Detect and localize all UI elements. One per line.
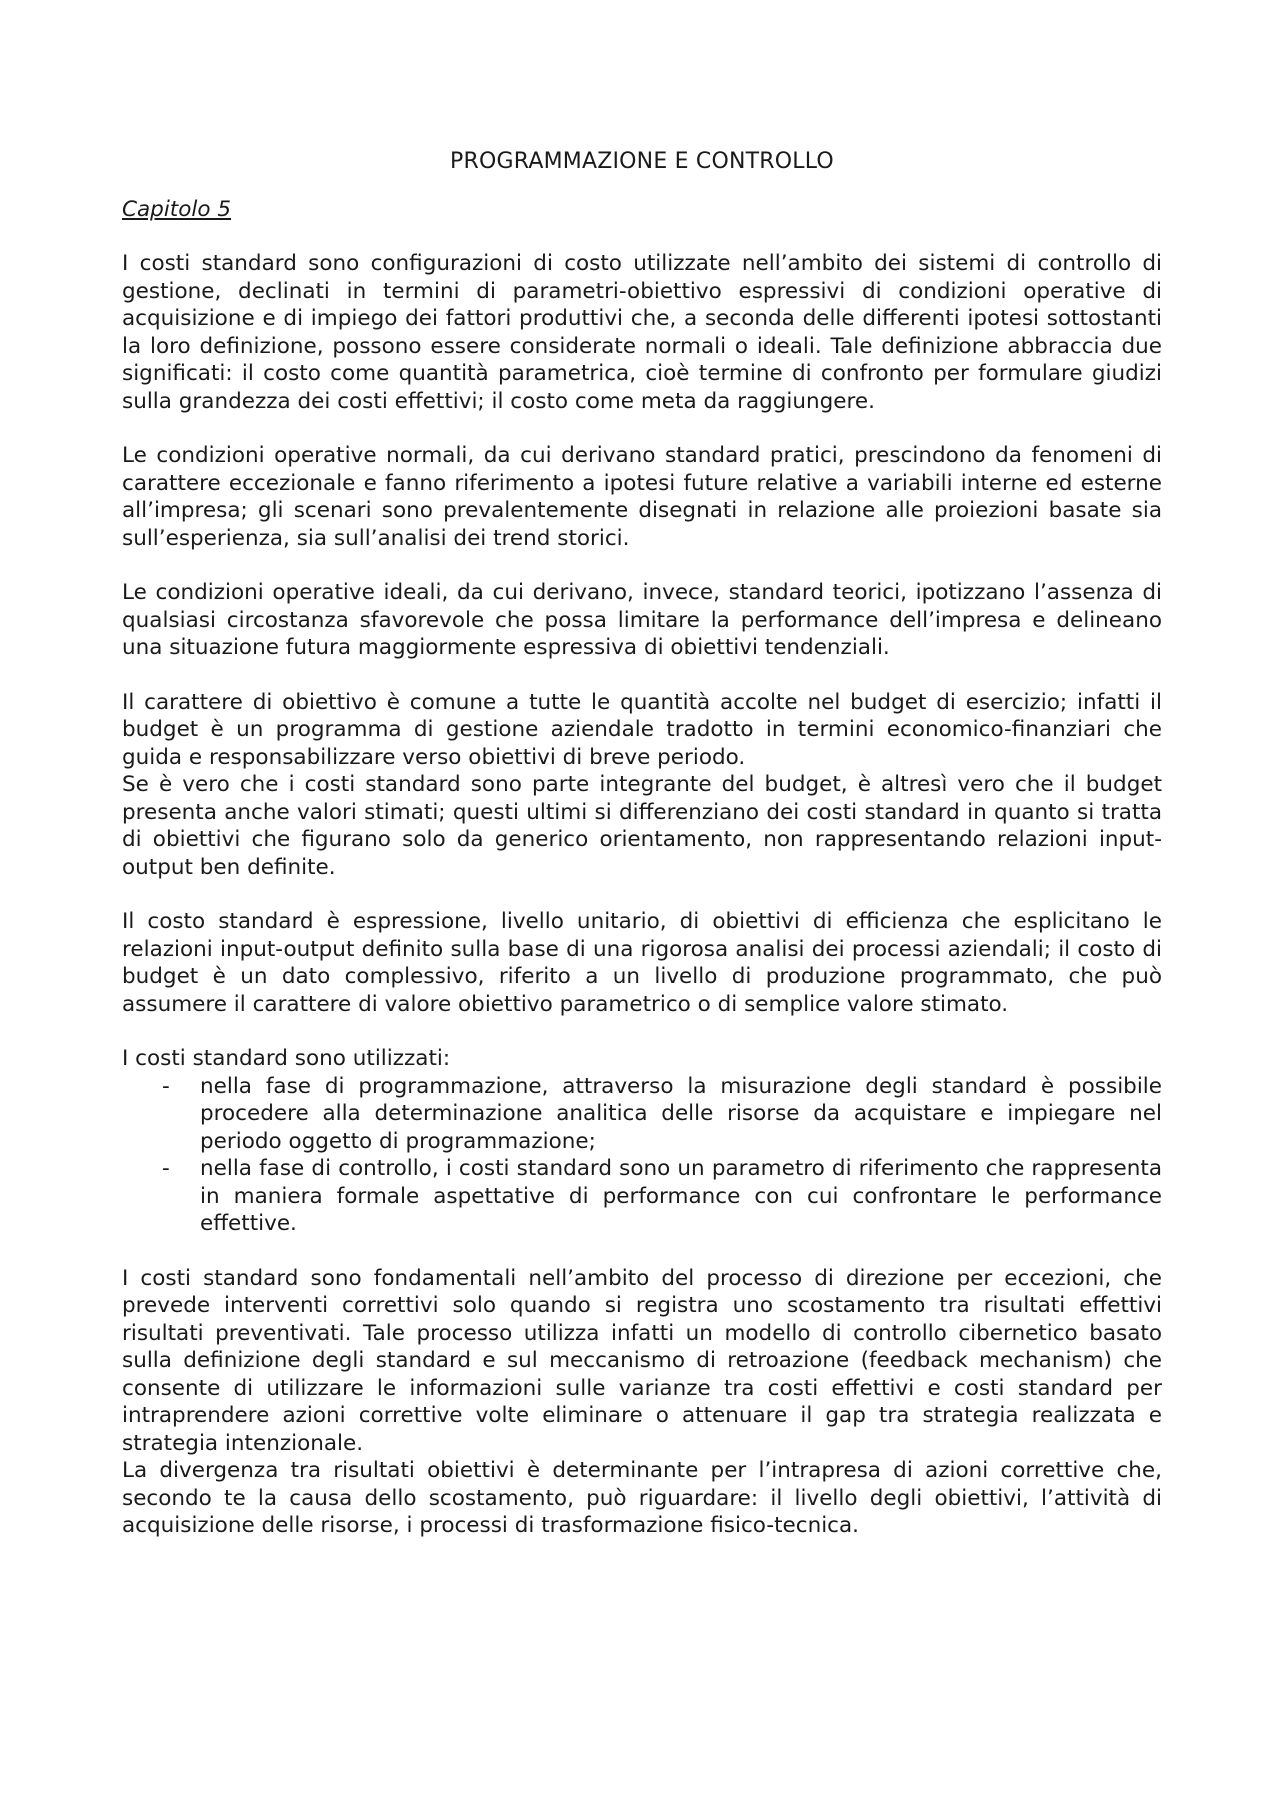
- paragraph-costo-standard-espressione: Il costo standard è espressione, livello unitario, di obiettivi di efficienza che esplicitano le relazioni input-output definito sulla base di una rigorosa analisi dei processi aziendali; il costo di budget è un dato complessivo, riferito a un livello di produzione programmato, che può assumere il carattere di valore obiettivo parametrico o di semplice valore stimato.: [122, 909, 1162, 1017]
- list-item: [122, 1073, 1162, 1156]
- bullet-dash: -: [162, 1073, 170, 1099]
- chapter-heading: Capitolo 5: [122, 196, 232, 222]
- paragraph-utilizzo-intro: I costi standard sono utilizzati:: [122, 1046, 451, 1071]
- paragraph-direzione-eccezioni: I costi standard sono fondamentali nell’ambito del processo di direzione per eccezioni, che prevede interventi correttivi solo quando si registra uno scostamento tra risultati effettivi risultati preventivati. Tale processo utilizza infatti un modello di controllo cibernetico basato sulla definizione degli standard e sul meccanismo di retroazione (feedback mechanism) che consente di utilizzare le informazioni sulle varianze tra costi effettivi e costi standard per intraprendere azioni correttive volte eliminare o attenuare il gap tra strategia realizzata e strategia intenzionale.: [122, 1265, 1162, 1456]
- usage-list: [122, 1073, 1162, 1238]
- paragraph-carattere-obiettivo: Il carattere di obiettivo è comune a tutte le quantità accolte nel budget di esercizio; infatti il budget è un programma di gestione aziendale tradotto in termini economico-finanziari che guida e responsabilizzare verso obiettivi di breve periodo.: [122, 689, 1162, 770]
- document-page: [122, 148, 1162, 1567]
- list-item: [122, 1155, 1162, 1238]
- document-title: PROGRAMMAZIONE E CONTROLLO: [450, 149, 834, 174]
- list-item-text: nella fase di programmazione, attraverso la misurazione degli standard è possibile procedere alla determinazione analitica delle risorse da acquistare e impiegare nel periodo oggetto di programmazione;: [200, 1073, 1162, 1154]
- paragraph-condizioni-ideali: Le condizioni operative ideali, da cui derivano, invece, standard teorici, ipotizzano l’assenza di qualsiasi circostanza sfavorevole che possa limitare la performance dell’impresa e delineano una situazione futura maggiormente espressiva di obiettivi tendenziali.: [122, 580, 1162, 660]
- paragraph-condizioni-normali: Le condizioni operative normali, da cui derivano standard pratici, prescindono da fenomeni di carattere eccezionale e fanno riferimento a ipotesi future relative a variabili interne ed esterne all’impresa; gli scenari sono prevalentemente disegnati in relazione alle proiezioni basate sia sull’esperienza, sia sull’analisi dei trend storici.: [122, 443, 1162, 551]
- list-item-text: nella fase di controllo, i costi standard sono un parametro di riferimento che rappresenta in maniera formale aspettative di performance con cui confrontare le performance effettive.: [200, 1156, 1162, 1236]
- bullet-dash: -: [162, 1156, 170, 1181]
- paragraph-valori-stimati: Se è vero che i costi standard sono parte integrante del budget, è altresì vero che il budget presenta anche valori stimati; questi ultimi si differenziano dei costi standard in quanto si tratta di obiettivi che figurano solo da generico orientamento, non rappresentando relazioni input-output ben definite.: [122, 772, 1162, 880]
- paragraph-costi-standard-definizione: I costi standard sono configurazioni di costo utilizzate nell’ambito dei sistemi di controllo di gestione, declinati in termini di parametri-obiettivo espressivi di condizioni operative di acquisizione e di impiego dei fattori produttivi che, a seconda delle differenti ipotesi sottostanti la loro definizione, possono essere considerate normali o ideali. Tale definizione abbraccia due significati: il costo come quantità parametrica, cioè termine di confronto per formulare giudizi sulla grandezza dei costi effettivi; il costo come meta da raggiungere.: [122, 251, 1162, 414]
- paragraph-divergenza: La divergenza tra risultati obiettivi è determinante per l’intrapresa di azioni correttive che, secondo te la causa dello scostamento, può riguardare: il livello degli obiettivi, l’attività di acquisizione delle risorse, i processi di trasformazione fisico-tecnica.: [122, 1458, 1162, 1538]
